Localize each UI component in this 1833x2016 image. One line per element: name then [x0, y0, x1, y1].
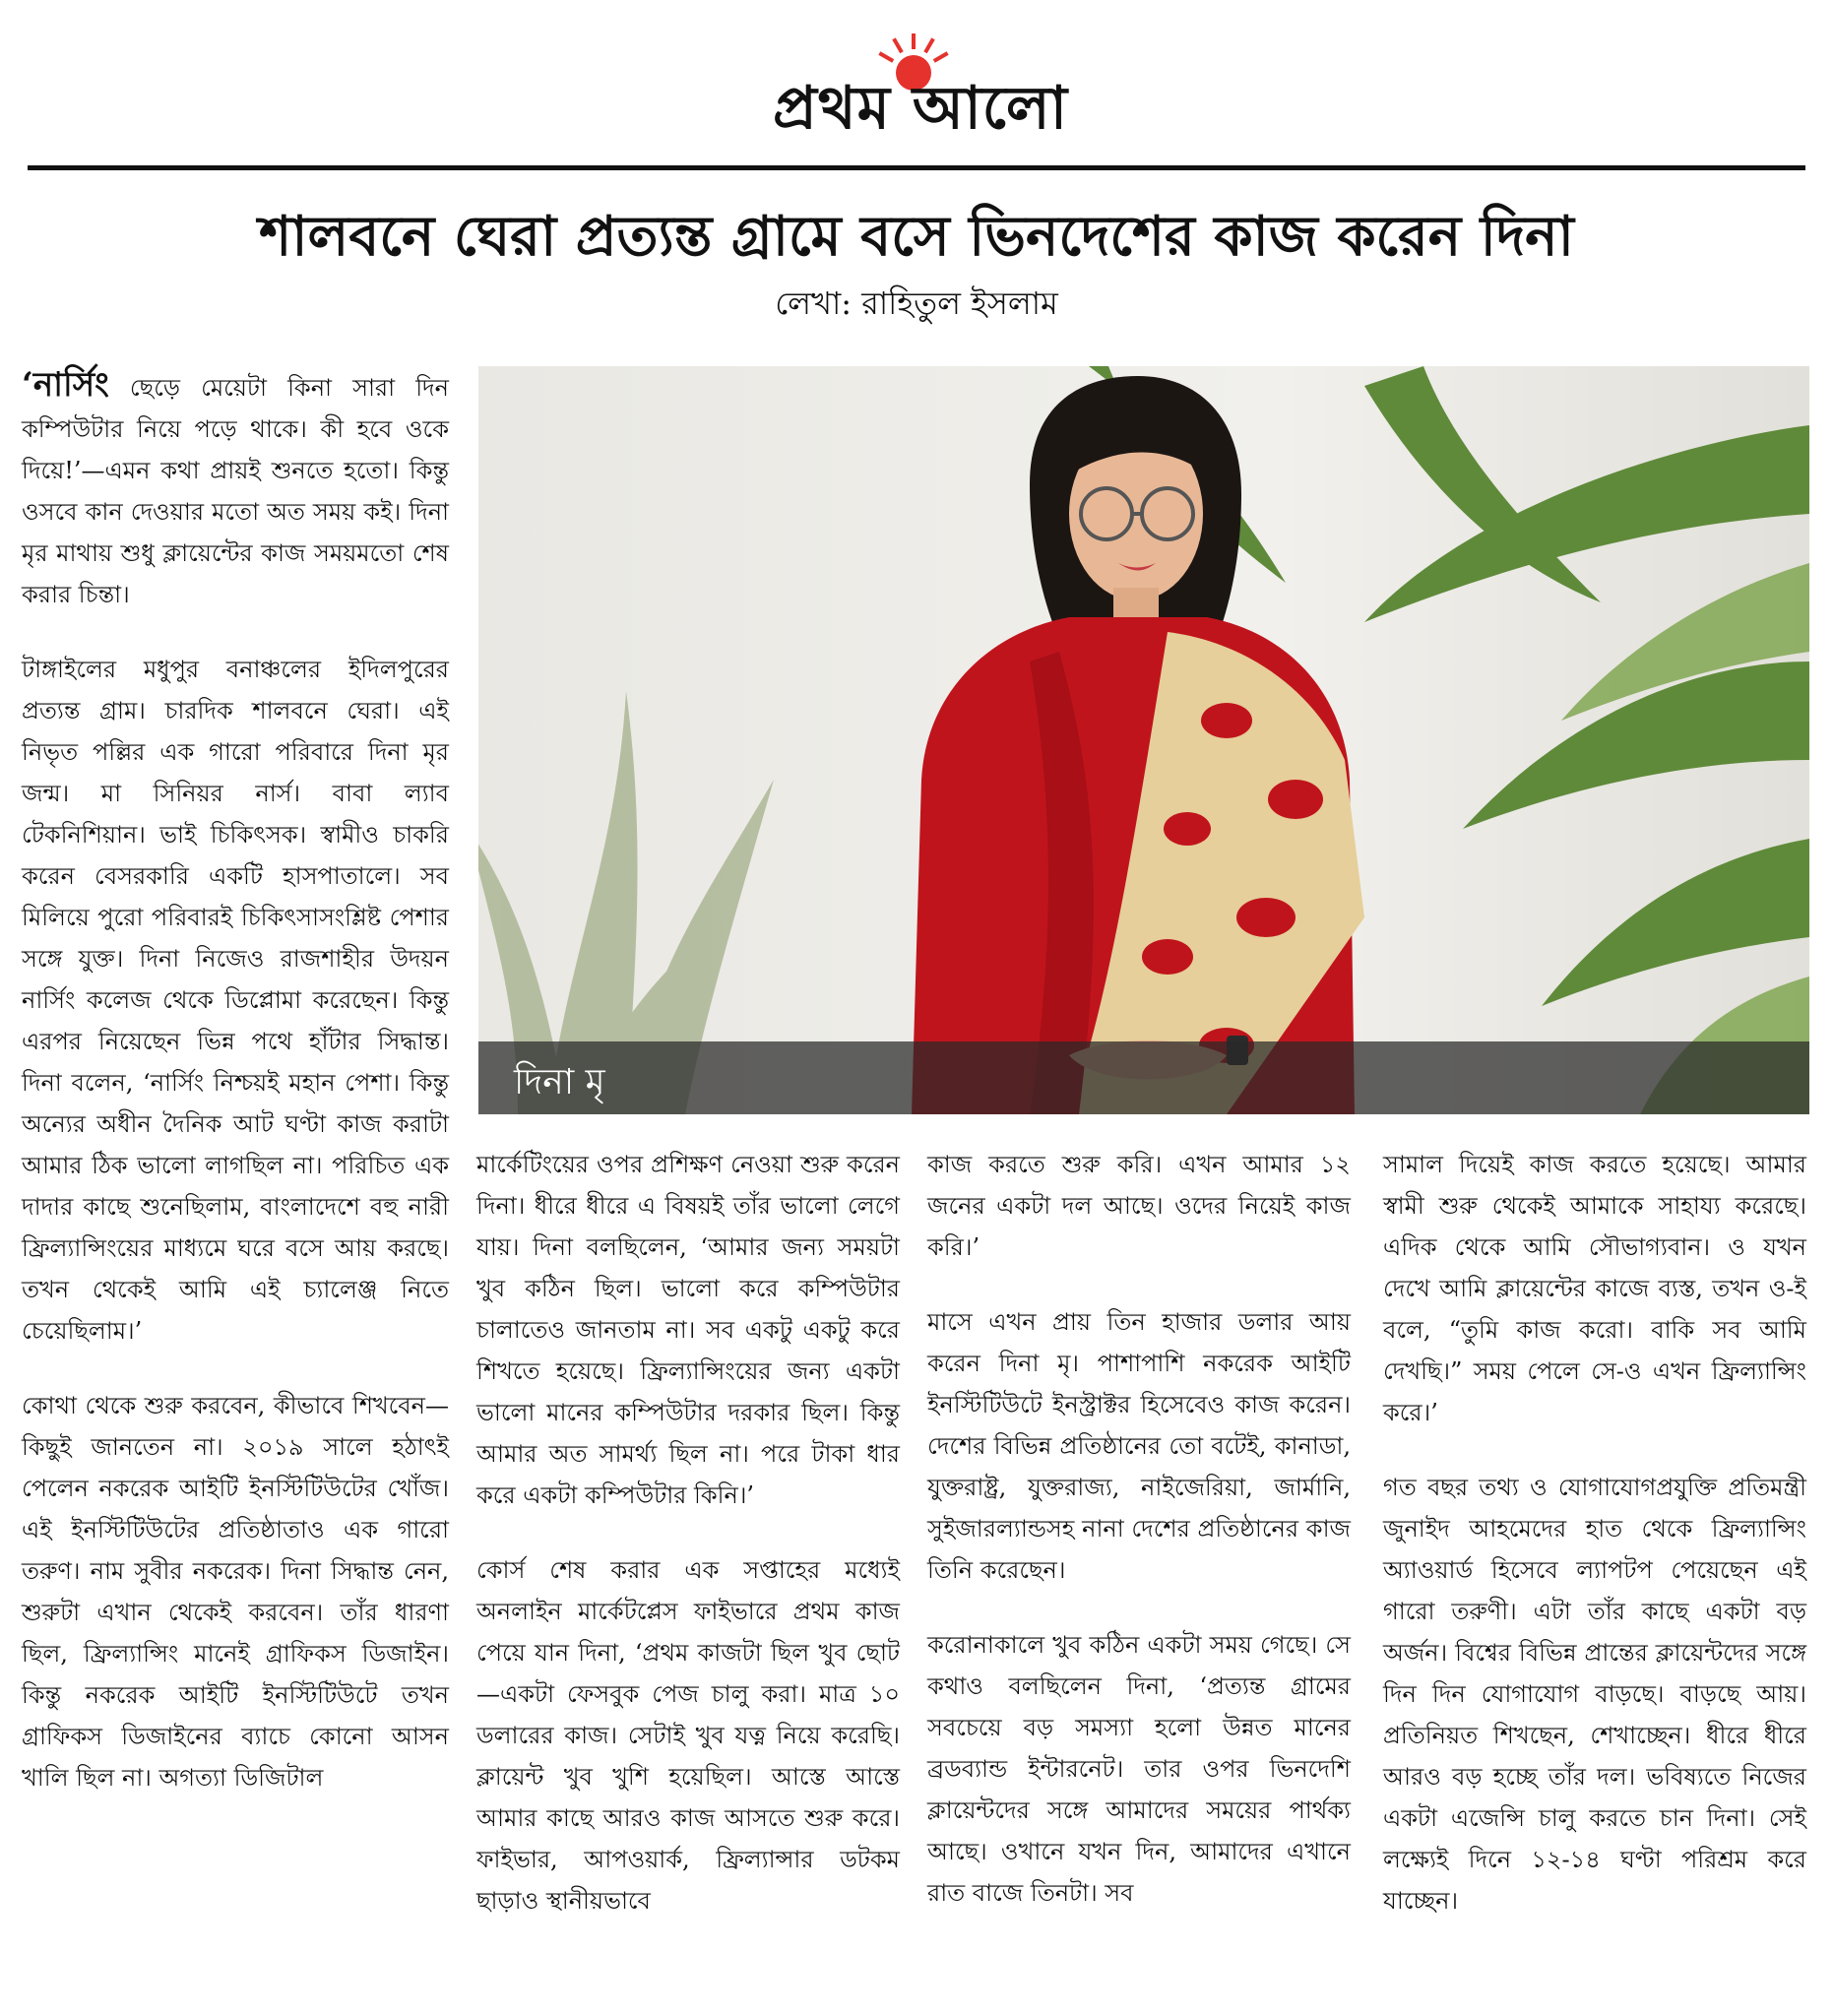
sun-ray-icon — [933, 51, 949, 62]
logo-text: প্রথম আলো — [772, 74, 1069, 143]
sun-ray-icon — [923, 37, 934, 53]
sun-ray-icon — [878, 51, 894, 62]
paragraph: মার্কেটিংয়ের ওপর প্রশিক্ষণ নেওয়া শুরু করেন দিনা। ধীরে ধীরে এ বিষয়ই তাঁর ভালো লেগে যায়। দিনা বলছিলেন, ‘আমার জন্য সময়টা খুব কঠিন ছিল। ভালো করে কম্পিউটার চালাতেও জানতাম না। সব একটু একটু করে শিখতে হয়েছে। ফ্রিল্যান্সিংয়ের জন্য একটা ভালো মানের কম্পিউটার দরকার ছিল। কিন্তু আমার অত সামর্থ্য ছিল না। পরে টাকা ধার করে একটা কম্পিউটার কিনি।’ — [476, 1151, 900, 1509]
article-column-3 — [927, 1144, 1351, 1947]
article-column-1 — [22, 364, 449, 1832]
paragraph-text: ছেড়ে মেয়েটা কিনা সারা দিন কম্পিউটার নিয়ে পড়ে থাকে। কী হবে ওকে দিয়ে!’—এমন কথা প্রায়ই শুনতে হতো। কিন্তু ওসবে কান দেওয়ার মতো অত সময় কই। দিনা মৃর মাথায় শুধু ক্লায়েন্টের কাজ সময়মতো শেষ করার চিন্তা। — [22, 374, 449, 608]
portrait-illustration — [478, 366, 1809, 1114]
paragraph: কোর্স শেষ করার এক সপ্তাহের মধ্যেই অনলাইন মার্কেটপ্লেস ফাইভারে প্রথম কাজ পেয়ে যান দিনা, ‘প্রথম কাজটা ছিল খুব ছোট—একটা ফেসবুক পেজ চালু করা। মাত্র ১০ ডলারের কাজ। সেটাই খুব যত্ন নিয়ে করেছি। ক্লায়েন্ট খুব খুশি হয়েছিল। আস্তে আস্তে আমার কাছে আরও কাজ আসতে শুরু করে। ফাইভার, আপওয়ার্ক, ফ্রিল্যান্সার ডটকম ছাড়াও স্থানীয়ভাবে — [476, 1556, 900, 1915]
lead-word: ‘নার্সিং — [22, 365, 109, 405]
article-photo[interactable] — [478, 366, 1809, 1114]
paragraph: মাসে এখন প্রায় তিন হাজার ডলার আয় করেন দিনা মৃ। পাশাপাশি নকরেক আইটি ইনস্টিটিউটে ইনস্ট্রাক্টর হিসেবেও কাজ করেন। দেশের বিভিন্ন প্রতিষ্ঠানের তো বটেই, কানাডা, যুক্তরাষ্ট্র, যুক্তরাজ্য, নাইজেরিয়া, জার্মানি, সুইজারল্যান্ডসহ নানা দেশের প্রতিষ্ঠানের কাজ তিনি করেছেন। — [927, 1308, 1351, 1584]
paragraph: কাজ করতে শুরু করি। এখন আমার ১২ জনের একটা দল আছে। ওদের নিয়েই কাজ করি।’ — [927, 1151, 1351, 1261]
paragraph: গত বছর তথ্য ও যোগাযোগপ্রযুক্তি প্রতিমন্ত্রী জুনাইদ আহমেদের হাত থেকে ফ্রিল্যান্সিং অ্যাওয়ার্ড হিসেবে ল্যাপটপ পেয়েছেন এই গারো তরুণী। এটা তাঁর কাছে একটা বড় অর্জন। বিশ্বের বিভিন্ন প্রান্তের ক্লায়েন্টদের সঙ্গে দিন দিন যোগাযোগ বাড়ছে। বাড়ছে আয়। প্রতিনিয়ত শিখছেন, শেখাচ্ছেন। ধীরে ধীরে আরও বড় হচ্ছে তাঁর দল। ভবিষ্যতে নিজের একটা এজেন্সি চালু করতে চান দিনা। সেই লক্ষ্যেই দিনে ১২-১৪ ঘণ্টা পরিশ্রম করে যাচ্ছেন। — [1383, 1474, 1806, 1915]
photo-caption: দিনা মৃ — [514, 1062, 605, 1102]
paragraph: টাঙ্গাইলের মধুপুর বনাঞ্চলের ইদিলপুরের প্রত্যন্ত গ্রাম। চারদিক শালবনে ঘেরা। এই নিভৃত পল্লির এক গারো পরিবারে দিনা মৃর জন্ম। মা সিনিয়র নার্স। বাবা ল্যাব টেকনিশিয়ান। ভাই চিকিৎসক। স্বামীও চাকরি করেন বেসরকারি একটি হাসপাতালে। সব মিলিয়ে পুরো পরিবারই চিকিৎসাসংশ্লিষ্ট পেশার সঙ্গে যুক্ত। দিনা নিজেও রাজশাহীর উদয়ন নার্সিং কলেজ থেকে ডিপ্লোমা করেছেন। কিন্তু এরপর নিয়েছেন ভিন্ন পথে হাঁটার সিদ্ধান্ত। দিনা বলেন, ‘নার্সিং নিশ্চয়ই মহান পেশা। কিন্তু অন্যের অধীন দৈনিক আট ঘণ্টা কাজ করাটা আমার ঠিক ভালো লাগছিল না। পরিচিত এক দাদার কাছে শুনেছিলাম, বাংলাদেশে বহু নারী ফ্রিল্যান্সিংয়ের মাধ্যমে ঘরে বসে আয় করছে। তখন থেকেই আমি এই চ্যালেঞ্জ নিতে চেয়েছিলাম।’ — [22, 656, 449, 1345]
article-column-4 — [1383, 1144, 1806, 1955]
article-byline: লেখা: রাহিতুল ইসলাম — [775, 284, 1058, 322]
paragraph: করোনাকালে খুব কঠিন একটা সময় গেছে। সে কথাও বলছিলেন দিনা, ‘প্রত্যন্ত গ্রামের সবচেয়ে বড় সমস্যা হলো উন্নত মানের ব্রডব্যান্ড ইন্টারনেট। তার ওপর ভিনদেশি ক্লায়েন্টদের সঙ্গে আমাদের সময়ের পার্থক্য আছে। ওখানে যখন দিন, আমাদের এখানে রাত বাজে তিনটা। সব — [927, 1631, 1351, 1907]
paragraph — [22, 364, 449, 615]
newspaper-logo[interactable] — [728, 30, 1112, 143]
article-column-2 — [476, 1144, 900, 1955]
paragraph: কোথা থেকে শুরু করবেন, কীভাবে শিখবেন—কিছুই জানতেন না। ২০১৯ সালে হঠাৎই পেলেন নকরেক আইটি ইনস্টিটিউটের খোঁজ। এই ইনস্টিটিউটের প্রতিষ্ঠাতাও এক গারো তরুণ। নাম সুবীর নকরেক। দিনা সিদ্ধান্ত নেন, শুরুটা এখান থেকেই করবেন। তাঁর ধারণা ছিল, ফ্রিল্যান্সিং মানেই গ্রাফিকস ডিজাইন। কিন্তু নকরেক আইটি ইনস্টিটিউটে তখন গ্রাফিকস ডিজাইনের ব্যাচে কোনো আসন খালি ছিল না। অগত্যা ডিজিটাল — [22, 1392, 449, 1792]
masthead — [0, 30, 1833, 143]
header-divider — [28, 165, 1805, 170]
photo-caption-bar — [478, 1041, 1809, 1114]
sun-ray-icon — [912, 33, 916, 49]
article-headline: শালবনে ঘেরা প্রত্যন্ত গ্রামে বসে ভিনদেশের কাজ করেন দিনা — [259, 204, 1574, 269]
paragraph: সামাল দিয়েই কাজ করতে হয়েছে। আমার স্বামী শুরু থেকেই আমাকে সাহায্য করেছে। এদিক থেকে আমি সৌভাগ্যবান। ও যখন দেখে আমি ক্লায়েন্টের কাজে ব্যস্ত, তখন ও-ই বলে, “তুমি কাজ করো। বাকি সব আমি দেখছি।” সময় পেলে সে-ও এখন ফ্রিল্যান্সিং করে।’ — [1383, 1151, 1806, 1426]
sun-ray-icon — [892, 37, 903, 53]
